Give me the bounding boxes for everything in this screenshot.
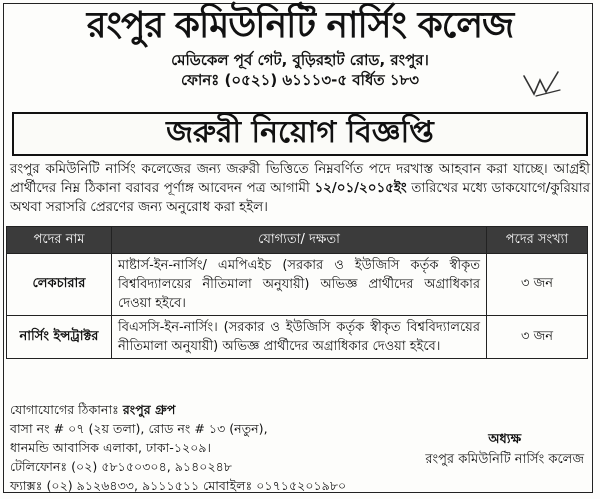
vacancy-table <box>6 226 588 359</box>
notice-header <box>0 4 600 90</box>
contact-heading <box>10 400 346 419</box>
table-row <box>7 316 588 359</box>
post-qualification: বিএসসি-ইন-নার্সিং। (সরকার ও ইউজিসি কর্তৃক স্বীকৃত বিশ্ববিদ্যালয়ের নীতিমালা অনুযায়ী) অভিজ্ঞ প্রার্থীদের অগ্রাধিকার দেওয়া হইবে। <box>112 316 487 359</box>
notice-title: জরুরী নিয়োগ বিজ্ঞপ্তি <box>12 112 588 156</box>
table-header-row <box>7 227 588 254</box>
application-deadline: ১২/০১/২০১৫ইং <box>314 181 407 196</box>
contact-line: বাসা নং # ০৭ (২য় তলা), রোড নং # ১৩ (নতুন), <box>10 421 268 436</box>
signatory-institution: রংপুর কমিউনিটি নার্সিং কলেজ <box>425 452 584 467</box>
header-qualification: যোগ্যতা/ দক্ষতা <box>112 227 487 254</box>
signatory-block <box>425 430 584 470</box>
intro-text-after: তারিখের মধ্যে ডাকযোগে/কুরিয়ার অথবা সরাসরি প্রেরণের জন্য অনুরোধ করা হইল। <box>10 181 590 215</box>
contact-line: ধানমন্ডি আবাসিক এলাকা, ঢাকা-১২০৯। <box>10 440 212 455</box>
post-name: লেকচারার <box>7 254 112 316</box>
contact-org: রংপুর গ্রুপ <box>122 402 176 417</box>
post-count: ৩ জন <box>487 254 588 316</box>
table-row <box>7 254 588 316</box>
header-post-count: পদের সংখ্যা <box>487 227 588 254</box>
college-name: রংপুর কমিউনিটি নার্সিং কলেজ <box>86 5 514 46</box>
intro-text-before: রংপুর কমিউনিটি নার্সিং কলেজের জন্য জরুরী ভিত্তিতে নিম্নবর্ণিত পদে দরখাস্ত আহবান করা যাচ্ছে। আগ্রহী প্রার্থীদের নিম্ন ঠিকানা বরাবর পূর্ণাঙ্গ আবেদন পত্র আগামী <box>10 162 590 196</box>
college-phone: ফোনঃ (০৫২১) ৬১১১৩-৫ বর্ধিত ১৮৩ <box>180 71 420 89</box>
signatory-designation: অধ্যক্ষ <box>488 432 522 447</box>
notice-intro <box>10 160 590 217</box>
post-count: ৩ জন <box>487 316 588 359</box>
post-qualification: মাষ্টার্স-ইন-নার্সিং/ এমপিএইচ (সরকার ও ইউজিসি কর্তৃক স্বীকৃত বিশ্ববিদ্যালয়ের নীতিমালা অনুযায়ী) অভিজ্ঞ প্রার্থীদের অগ্রাধিকার দেওয়া হইবে। <box>112 254 487 316</box>
contact-label: যোগাযোগের ঠিকানাঃ <box>10 402 119 417</box>
handwritten-mark-icon <box>522 70 562 98</box>
college-address: মেডিকেল পূর্ব গেট, বুড়িরহাট রোড, রংপুর। <box>171 51 429 69</box>
contact-phone: টেলিফোনঃ (০২) ৫৮১৫০৩০৪, ৯১৪০২৪৮ <box>10 459 232 474</box>
contact-fax-mobile: ফ্যাক্সঃ (০২) ৯১২৬৪৩৩, ৯১১১৫১১ মোবাইলঃ ০১৭১৫২০১৯৮০ <box>10 478 347 493</box>
contact-address <box>10 400 346 495</box>
header-post-name: পদের নাম <box>7 227 112 254</box>
post-name: নার্সিং ইন্সট্রাক্টর <box>7 316 112 359</box>
